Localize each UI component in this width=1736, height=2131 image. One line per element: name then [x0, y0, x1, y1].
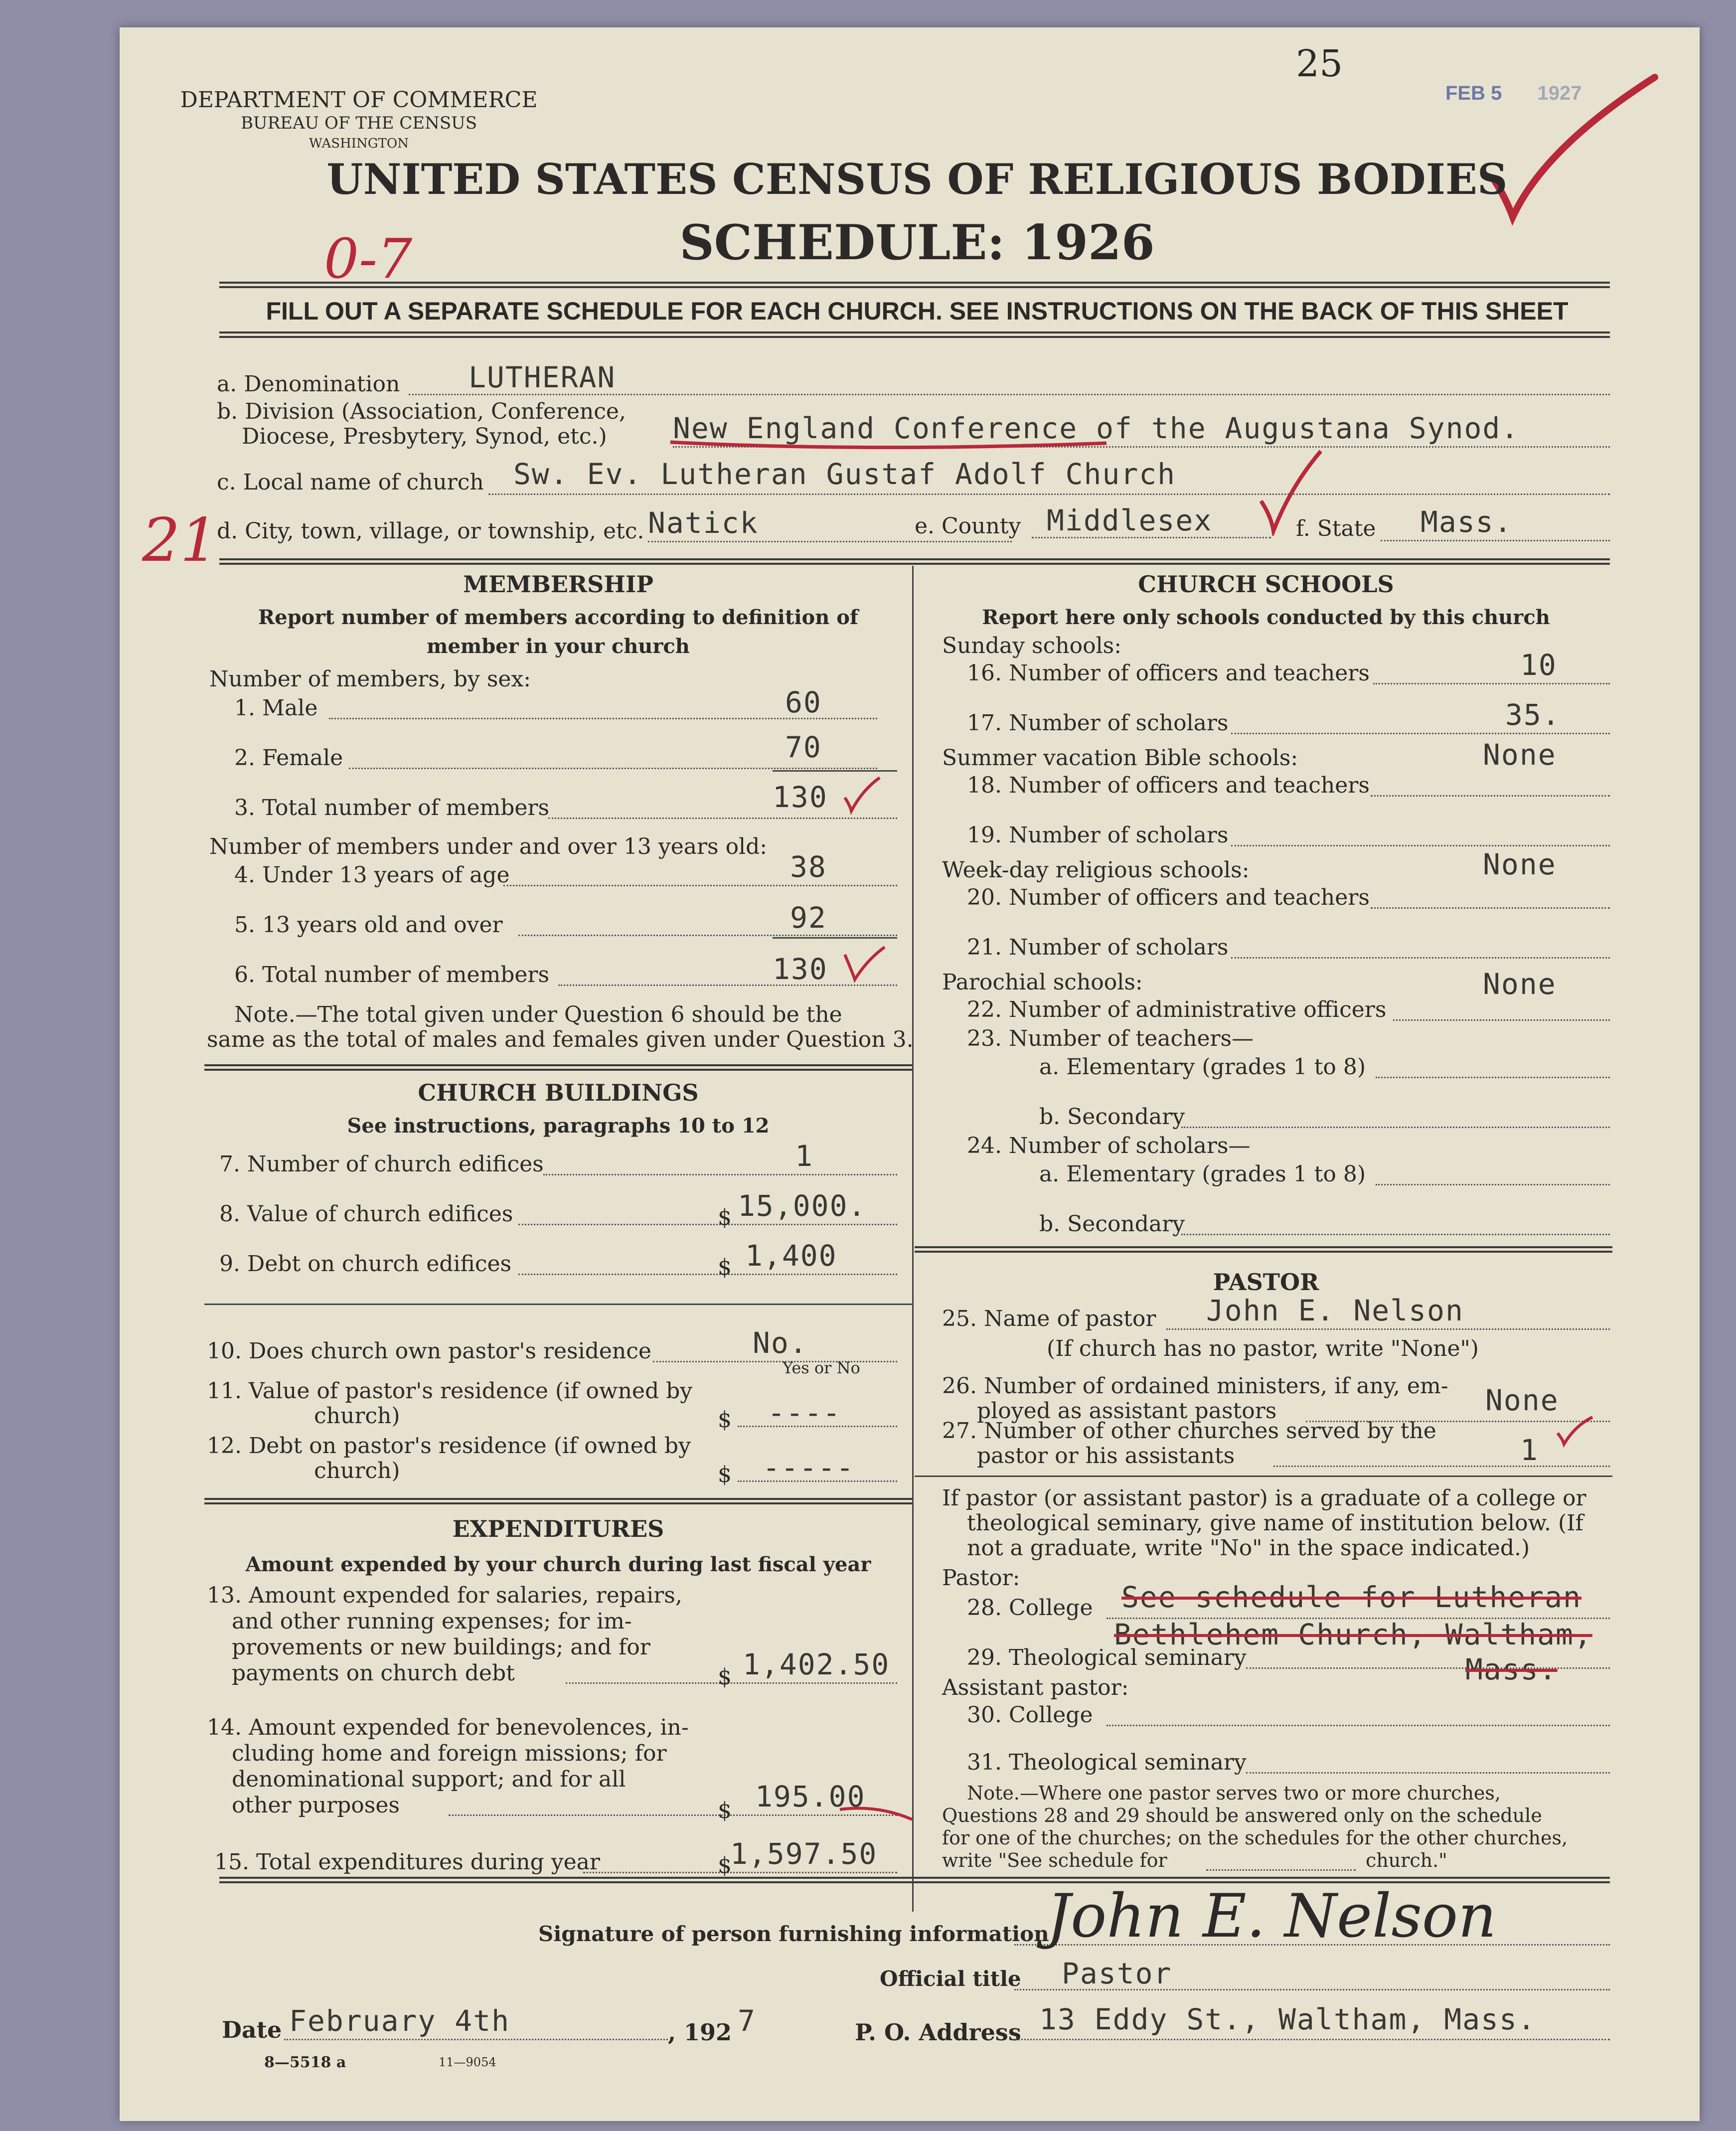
q26-label-2: ployed as assistant pastors: [977, 1398, 1277, 1424]
q8-value: 15,000.: [738, 1189, 867, 1223]
q5-value: 92: [790, 901, 827, 935]
q28-value-1: See schedule for Lutheran: [1121, 1580, 1581, 1614]
buildings-heading: CHURCH BUILDINGS: [418, 1079, 699, 1106]
q14-line-2: cluding home and foreign missions; for: [232, 1741, 667, 1766]
q13-line-4: payments on church debt: [232, 1660, 515, 1686]
q13-value: 1,402.50: [743, 1647, 890, 1681]
q10-value: No.: [753, 1326, 808, 1360]
q26-label-1: 26. Number of ordained ministers, if any, em-: [942, 1373, 1448, 1399]
address-value: 13 Eddy St., Waltham, Mass.: [1039, 2002, 1536, 2036]
q6-value: 130: [773, 952, 828, 986]
expenditures-sub: Amount expended by your church during last fiscal year: [245, 1553, 871, 1576]
grad-note-1: If pastor (or assistant pastor) is a graduate of a college or: [942, 1485, 1586, 1511]
red-strike: [837, 1795, 917, 1824]
instruction-banner: FILL OUT A SEPARATE SCHEDULE FOR EACH CHURCH. SEE INSTRUCTIONS ON THE BACK OF THIS SHEET: [266, 297, 1569, 325]
page-number: 25: [1296, 42, 1343, 85]
q14-line-3: denominational support; and for all: [232, 1767, 626, 1792]
county-label: e. County: [915, 513, 1021, 539]
divider: [204, 1064, 912, 1071]
summer-value: None: [1483, 738, 1557, 772]
parochial-label: Parochial schools:: [942, 970, 1143, 995]
q3-value: 130: [773, 780, 828, 814]
q12-label-1: 12. Debt on pastor's residence (if owned by: [207, 1433, 691, 1459]
q23a-label: a. Elementary (grades 1 to 8): [1039, 1054, 1366, 1080]
stamp-year: 1927: [1537, 82, 1582, 104]
q25-value: John E. Nelson: [1206, 1294, 1464, 1327]
signature-label: Signature of person furnishing information: [538, 1922, 1049, 1946]
q16-value: 10: [1520, 648, 1557, 682]
q24a-label: a. Elementary (grades 1 to 8): [1039, 1161, 1366, 1187]
membership-heading: MEMBERSHIP: [463, 571, 653, 598]
sunday-label: Sunday schools:: [942, 633, 1122, 658]
stamp-date: FEB 5: [1445, 82, 1502, 104]
q28-value-2: Bethlehem Church, Waltham,: [1114, 1618, 1592, 1651]
column-divider: [912, 566, 914, 1912]
pastor-note-5: church.": [1366, 1849, 1447, 1871]
q17-value: 35.: [1505, 698, 1561, 732]
state-value: Mass.: [1420, 505, 1513, 539]
denomination-value: LUTHERAN: [469, 360, 616, 394]
division-label-1: b. Division (Association, Conference,: [217, 399, 626, 424]
parochial-value: None: [1483, 967, 1557, 1001]
q9-label: 9. Debt on church edifices: [219, 1251, 512, 1277]
q11-label-1: 11. Value of pastor's residence (if owned by: [207, 1378, 693, 1404]
divider: [219, 331, 1610, 338]
divider: [204, 1498, 912, 1504]
q11-label-2: church): [314, 1403, 400, 1429]
grad-note-3: not a graduate, write "No" in the space indicated.): [967, 1535, 1530, 1561]
dollar-sign: $: [718, 1664, 732, 1690]
q7-value: 1: [795, 1139, 813, 1173]
q13-line-2: and other running expenses; for im-: [232, 1609, 632, 1634]
schools-sub: Report here only schools conducted by this church: [982, 606, 1550, 629]
division-value: New England Conference of the Augustana Synod.: [673, 411, 1520, 445]
q27-label-1: 27. Number of other churches served by the: [942, 1418, 1436, 1444]
q23b-label: b. Secondary: [1039, 1104, 1185, 1130]
grad-note-2: theological seminary, give name of institution below. (If: [967, 1510, 1583, 1536]
q18-label: 18. Number of officers and teachers: [967, 773, 1370, 798]
q11-value: ----: [768, 1396, 841, 1430]
schedule-year: SCHEDULE: 1926: [679, 214, 1155, 271]
q7-label: 7. Number of church edifices: [219, 1151, 544, 1177]
buildings-sub: See instructions, paragraphs 10 to 12: [347, 1114, 770, 1138]
q27-label-2: pastor or his assistants: [977, 1443, 1235, 1469]
weekday-value: None: [1483, 847, 1557, 881]
red-check-icon: [842, 775, 882, 815]
q19-label: 19. Number of scholars: [967, 822, 1229, 848]
dollar-sign: $: [718, 1407, 732, 1433]
q25-label: 25. Name of pastor: [942, 1306, 1156, 1331]
membership-note-2: same as the total of males and females given under Question 3.: [207, 1027, 914, 1052]
q14-value: 195.00: [755, 1780, 866, 1813]
red-check-icon: [842, 945, 887, 984]
membership-note-1: Note.—The total given under Question 6 should be the: [234, 1002, 842, 1027]
q8-label: 8. Value of church edifices: [219, 1201, 513, 1227]
denomination-label: a. Denomination: [217, 371, 400, 397]
form-number: 8—5518 a: [264, 2054, 346, 2071]
signature: John E. Nelson: [1047, 1882, 1497, 1951]
by-sex-label: Number of members, by sex:: [209, 666, 531, 692]
q23-label: 23. Number of teachers—: [967, 1026, 1254, 1051]
pastor-note-1: Note.—Where one pastor serves two or more churches,: [967, 1782, 1501, 1804]
red-check-icon: [1555, 1413, 1595, 1448]
address-label: P. O. Address: [855, 2019, 1021, 2046]
q27-value: 1: [1520, 1433, 1539, 1467]
year-digit: 7: [738, 2004, 756, 2038]
red-checkmark-icon: [1485, 67, 1665, 232]
margin-mark: 21: [142, 506, 218, 575]
weekday-label: Week-day religious schools:: [942, 857, 1250, 883]
q15-value: 1,597.50: [730, 1837, 878, 1871]
washington: WASHINGTON: [309, 136, 409, 151]
dollar-sign: $: [718, 1462, 732, 1487]
dollar-sign: $: [718, 1798, 732, 1823]
membership-sub1: Report number of members according to definition of: [258, 606, 859, 629]
local-name-value: Sw. Ev. Lutheran Gustaf Adolf Church: [513, 457, 1176, 491]
q5-label: 5. 13 years old and over: [234, 912, 503, 938]
summer-label: Summer vacation Bible schools:: [942, 745, 1298, 771]
q10-label: 10. Does church own pastor's residence: [207, 1338, 651, 1364]
pastor-note-3: for one of the churches; on the schedules for the other churches,: [942, 1827, 1568, 1849]
q14-line-1: 14. Amount expended for benevolences, in-: [207, 1715, 689, 1740]
q26-value: None: [1485, 1383, 1559, 1417]
pastor-note-4: write "See schedule for: [942, 1849, 1167, 1871]
census-form: [120, 27, 1700, 2121]
red-underline: [668, 432, 1116, 452]
red-mark: 0-7: [324, 227, 413, 291]
q28-value-3: Mass.: [1465, 1652, 1558, 1686]
q20-label: 20. Number of officers and teachers: [967, 885, 1370, 910]
q12-label-2: church): [314, 1458, 400, 1483]
division-label-2: Diocese, Presbytery, Synod, etc.): [242, 424, 607, 449]
divider: [219, 558, 1610, 565]
q2-label: 2. Female: [234, 745, 343, 771]
q28-label: 28. College: [967, 1595, 1093, 1621]
expenditures-heading: EXPENDITURES: [452, 1515, 664, 1542]
q30-label: 30. College: [967, 1702, 1093, 1728]
q22-label: 22. Number of administrative officers: [967, 997, 1387, 1022]
divider: [915, 1246, 1612, 1253]
state-label: f. State: [1296, 516, 1376, 541]
q1-label: 1. Male: [234, 695, 318, 721]
pastor-heading: PASTOR: [1213, 1269, 1319, 1296]
divider: [219, 282, 1610, 288]
q3-label: 3. Total number of members: [234, 795, 550, 820]
pastor-note-2: Questions 28 and 29 should be answered only on the schedule: [942, 1804, 1542, 1826]
city-value: Natick: [648, 506, 759, 540]
year-prefix: , 192: [668, 2019, 732, 2046]
county-value: Middlesex: [1047, 503, 1213, 537]
form-title: UNITED STATES CENSUS OF RELIGIOUS BODIES: [326, 155, 1508, 204]
q31-label: 31. Theological seminary: [967, 1750, 1247, 1775]
q21-label: 21. Number of scholars: [967, 935, 1229, 960]
schools-heading: CHURCH SCHOOLS: [1138, 571, 1394, 598]
local-name-label: c. Local name of church: [217, 470, 484, 495]
title-value: Pastor: [1062, 1957, 1172, 1990]
q9-value: 1,400: [745, 1239, 837, 1273]
membership-sub2: member in your church: [427, 635, 690, 658]
q1-value: 60: [785, 685, 822, 719]
bureau: BUREAU OF THE CENSUS: [240, 113, 477, 133]
date-label: Date: [222, 2016, 282, 2043]
q6-label: 6. Total number of members: [234, 962, 550, 987]
q13-line-3: provements or new buildings; and for: [232, 1635, 650, 1660]
q13-line-1: 13. Amount expended for salaries, repairs,: [207, 1583, 682, 1608]
age-header: Number of members under and over 13 years old:: [209, 834, 768, 859]
title-label: Official title: [880, 1967, 1021, 1991]
q17-label: 17. Number of scholars: [967, 710, 1229, 736]
assistant-label: Assistant pastor:: [942, 1675, 1129, 1700]
q2-value: 70: [785, 730, 822, 764]
q29-label: 29. Theological seminary: [967, 1645, 1247, 1670]
q12-value: -----: [763, 1451, 855, 1484]
q16-label: 16. Number of officers and teachers: [967, 660, 1370, 686]
q4-value: 38: [790, 850, 827, 884]
q24-label: 24. Number of scholars—: [967, 1133, 1251, 1158]
print-number: 11—9054: [439, 2055, 496, 2069]
q25-note: (If church has no pastor, write "None"): [1047, 1336, 1479, 1361]
date-value: February 4th: [289, 2004, 510, 2038]
department: DEPARTMENT OF COMMERCE: [180, 87, 538, 113]
dollar-sign: $: [718, 1205, 732, 1230]
q14-line-4: other purposes: [232, 1793, 400, 1818]
dollar-sign: $: [718, 1853, 732, 1878]
q4-label: 4. Under 13 years of age: [234, 862, 510, 888]
dollar-sign: $: [718, 1255, 732, 1280]
yes-or-no-hint: Yes or No: [783, 1358, 860, 1377]
city-label: d. City, town, village, or township, etc.: [217, 518, 644, 544]
q24b-label: b. Secondary: [1039, 1211, 1185, 1237]
pastor-label: Pastor:: [942, 1565, 1020, 1591]
q15-label: 15. Total expenditures during year: [214, 1849, 600, 1875]
